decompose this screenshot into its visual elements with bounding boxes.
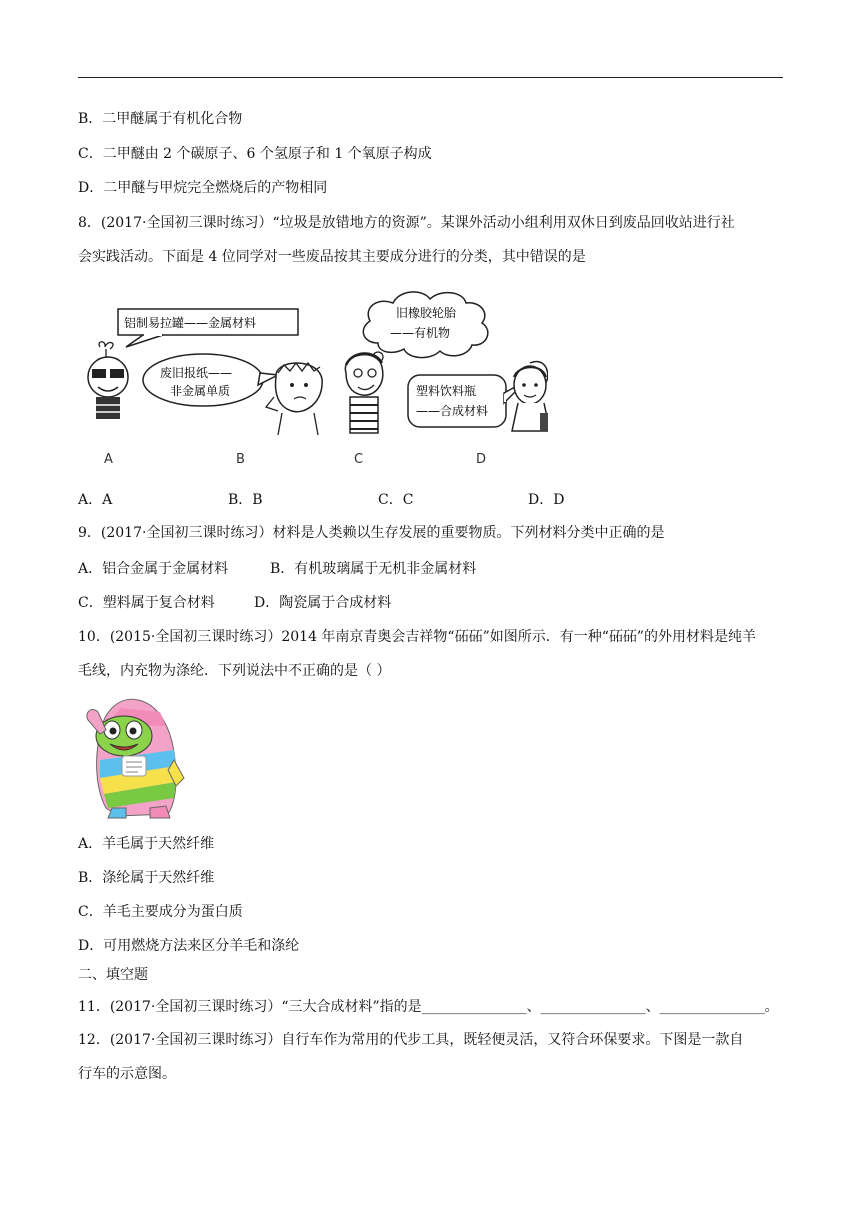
figure-label-d: D	[476, 452, 487, 467]
q10-stem-line2: 毛线，内充物为涤纶．下列说法中不正确的是（ ）	[78, 663, 391, 679]
bubble-b-line1: 废旧报纸——	[160, 366, 233, 380]
q9-options-row1	[78, 558, 783, 578]
character-b-drawing	[266, 363, 322, 435]
q8-option-b: B．B	[228, 492, 263, 508]
q9-option-a: A．铝合金属于金属材料	[78, 561, 229, 577]
q12-line1: 12．(2017·全国初三课时练习）自行车作为常用的代步工具，既轻便灵活，又符合环保要求。下图是一款自	[78, 1032, 744, 1048]
figure-label-b: B	[236, 452, 245, 467]
bubble-d-line2: ——合成材料	[416, 404, 489, 418]
figure-label-c: C	[354, 452, 364, 467]
q9-option-c: C．塑料属于复合材料	[78, 595, 215, 611]
figure-label-a: A	[104, 452, 113, 467]
section-heading-fill-in: 二、填空题	[78, 967, 148, 983]
bubble-b	[143, 354, 278, 406]
q10-option-b: B．涤纶属于天然纤维	[78, 870, 215, 886]
bubble-a	[118, 309, 298, 347]
q8-option-a: A．A	[78, 492, 113, 508]
q8-option-d: D．D	[528, 492, 565, 508]
q8-option-c: C．C	[378, 492, 414, 508]
bubble-d	[408, 375, 526, 427]
bubble-a-text: 铝制易拉罐——金属材料	[124, 316, 257, 330]
q7-option-d: D．二甲醚与甲烷完全燃烧后的产物相同	[78, 180, 328, 196]
q9-option-b: B．有机玻璃属于无机非金属材料	[270, 561, 477, 577]
q8-figure	[78, 285, 548, 470]
q7-option-b: B．二甲醚属于有机化合物	[78, 111, 243, 127]
q8-stem-line2: 会实践活动。下面是 4 位同学对一些废品按其主要成分进行的分类，其中错误的是	[78, 249, 586, 265]
mascot-image	[78, 690, 188, 820]
bubble-c-line2: ——有机物	[390, 326, 451, 340]
q9-stem: 9．(2017·全国初三课时练习）材料是人类赖以生存发展的重要物质。下列材料分类中正确的是	[78, 525, 665, 541]
q12-line2: 行车的示意图。	[78, 1066, 176, 1082]
q7-option-c: C．二甲醚由 2 个碳原子、6 个氢原子和 1 个氧原子构成	[78, 146, 432, 162]
q9-options-row2	[78, 592, 783, 612]
q8-options	[78, 489, 783, 509]
character-c-drawing	[345, 353, 382, 433]
q10-option-a: A．羊毛属于天然纤维	[78, 836, 215, 852]
q10-option-d: D．可用燃烧方法来区分羊毛和涤纶	[78, 938, 300, 954]
header-rule	[78, 77, 783, 78]
q11-text: 11．(2017·全国初三课时练习）“三大合成材料”指的是_______________、_______________、_______________。	[78, 999, 779, 1015]
bubble-b-line2: 非金属单质	[170, 384, 231, 398]
q9-option-d: D．陶瓷属于合成材料	[254, 595, 392, 611]
bubble-c-line1: 旧橡胶轮胎	[396, 306, 457, 320]
bubble-d-line1: 塑料饮料瓶	[416, 384, 477, 398]
q10-option-c: C．羊毛主要成分为蛋白质	[78, 904, 243, 920]
character-a-drawing	[88, 342, 128, 419]
character-d-drawing	[512, 361, 548, 431]
q10-stem-line1: 10．(2015·全国初三课时练习）2014 年南京青奥会吉祥物“砳砳”如图所示．有一种“砳砳”的外用材料是纯羊	[78, 629, 757, 645]
bubble-c	[363, 292, 488, 370]
q8-stem-line1: 8．(2017·全国初三课时练习）“垃圾是放错地方的资源”。某课外活动小组利用双休日到废品回收站进行社	[78, 215, 735, 231]
